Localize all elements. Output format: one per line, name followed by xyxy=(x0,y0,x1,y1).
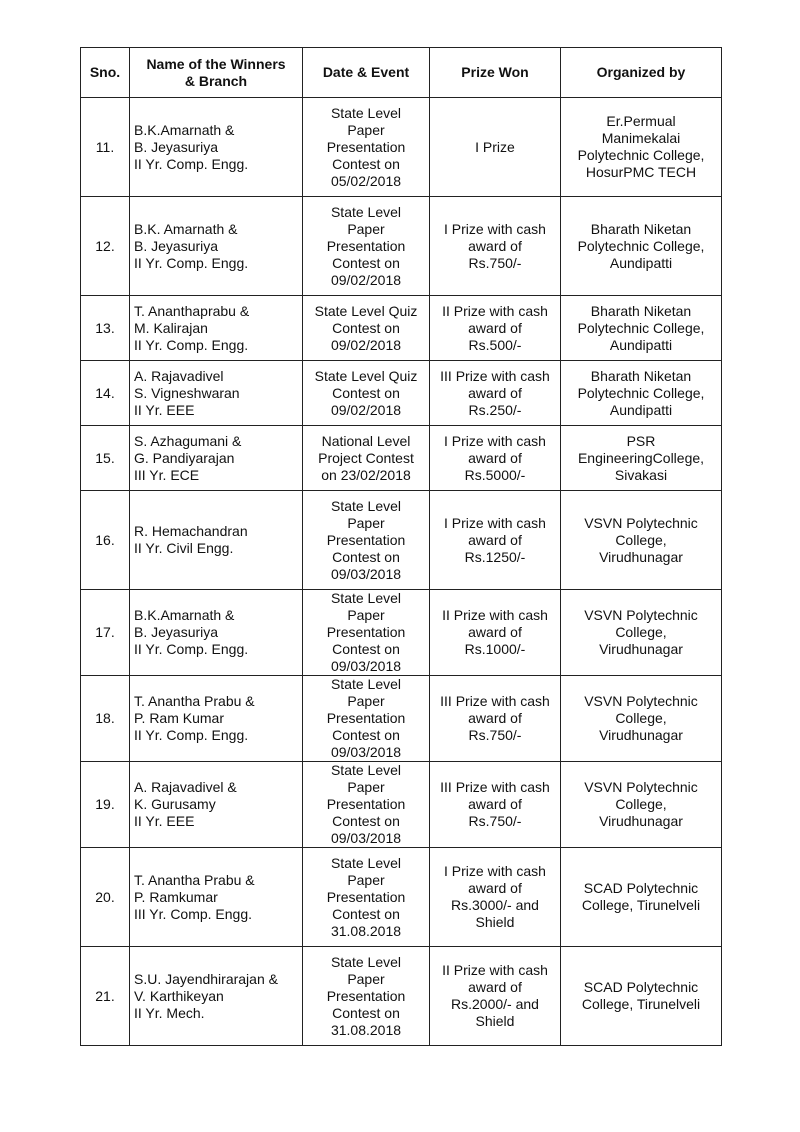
cell-sno: 18. xyxy=(81,676,130,762)
table-row xyxy=(81,98,722,197)
cell-event: State Level Quiz Contest on 09/02/2018 xyxy=(303,296,430,361)
cell-event: State Level Quiz Contest on 09/02/2018 xyxy=(303,361,430,426)
cell-prize: I Prize with cash award of Rs.750/- xyxy=(430,197,561,296)
cell-name: B.K. Amarnath & B. Jeyasuriya II Yr. Comp. Engg. xyxy=(130,197,303,296)
cell-sno: 15. xyxy=(81,426,130,491)
table-row xyxy=(81,296,722,361)
header-sno: Sno. xyxy=(81,48,130,98)
table-row xyxy=(81,491,722,590)
header-name: Name of the Winners & Branch xyxy=(130,48,303,98)
cell-prize: II Prize with cash award of Rs.500/- xyxy=(430,296,561,361)
cell-prize: III Prize with cash award of Rs.750/- xyxy=(430,762,561,848)
cell-sno: 21. xyxy=(81,947,130,1046)
cell-sno: 16. xyxy=(81,491,130,590)
cell-name: S.U. Jayendhirarajan & V. Karthikeyan II Yr. Mech. xyxy=(130,947,303,1046)
cell-name: R. Hemachandran II Yr. Civil Engg. xyxy=(130,491,303,590)
table-header-row xyxy=(81,48,722,98)
cell-event: State Level Paper Presentation Contest on 09/03/2018 xyxy=(303,676,430,762)
cell-sno: 20. xyxy=(81,848,130,947)
cell-org: Bharath Niketan Polytechnic College, Aundipatti xyxy=(561,296,722,361)
header-org: Organized by xyxy=(561,48,722,98)
cell-prize: I Prize xyxy=(430,98,561,197)
table-row xyxy=(81,197,722,296)
cell-name: A. Rajavadivel & K. Gurusamy II Yr. EEE xyxy=(130,762,303,848)
cell-prize: I Prize with cash award of Rs.5000/- xyxy=(430,426,561,491)
cell-event: State Level Paper Presentation Contest on 09/03/2018 xyxy=(303,491,430,590)
table-row xyxy=(81,590,722,676)
cell-prize: II Prize with cash award of Rs.1000/- xyxy=(430,590,561,676)
table-body xyxy=(81,98,722,1046)
cell-sno: 11. xyxy=(81,98,130,197)
cell-sno: 19. xyxy=(81,762,130,848)
cell-event: State Level Paper Presentation Contest on 09/02/2018 xyxy=(303,197,430,296)
cell-name: S. Azhagumani & G. Pandiyarajan III Yr. ECE xyxy=(130,426,303,491)
cell-org: VSVN Polytechnic College, Virudhunagar xyxy=(561,676,722,762)
winners-table xyxy=(80,47,722,1046)
header-event: Date & Event xyxy=(303,48,430,98)
cell-event: State Level Paper Presentation Contest on 05/02/2018 xyxy=(303,98,430,197)
cell-event: National Level Project Contest on 23/02/2018 xyxy=(303,426,430,491)
cell-name: T. Anantha Prabu & P. Ramkumar III Yr. Comp. Engg. xyxy=(130,848,303,947)
table-row xyxy=(81,676,722,762)
cell-org: SCAD Polytechnic College, Tirunelveli xyxy=(561,848,722,947)
cell-event: State Level Paper Presentation Contest on 31.08.2018 xyxy=(303,848,430,947)
cell-org: PSR EngineeringCollege, Sivakasi xyxy=(561,426,722,491)
table-row xyxy=(81,361,722,426)
cell-sno: 13. xyxy=(81,296,130,361)
cell-sno: 12. xyxy=(81,197,130,296)
cell-name: A. Rajavadivel S. Vigneshwaran II Yr. EEE xyxy=(130,361,303,426)
header-prize: Prize Won xyxy=(430,48,561,98)
table-row xyxy=(81,426,722,491)
cell-event: State Level Paper Presentation Contest on 31.08.2018 xyxy=(303,947,430,1046)
cell-sno: 14. xyxy=(81,361,130,426)
cell-org: Bharath Niketan Polytechnic College, Aundipatti xyxy=(561,361,722,426)
table-row xyxy=(81,848,722,947)
cell-prize: III Prize with cash award of Rs.750/- xyxy=(430,676,561,762)
table-row xyxy=(81,762,722,848)
cell-event: State Level Paper Presentation Contest on 09/03/2018 xyxy=(303,590,430,676)
cell-org: Bharath Niketan Polytechnic College, Aundipatti xyxy=(561,197,722,296)
cell-sno: 17. xyxy=(81,590,130,676)
cell-org: VSVN Polytechnic College, Virudhunagar xyxy=(561,762,722,848)
cell-name: B.K.Amarnath & B. Jeyasuriya II Yr. Comp. Engg. xyxy=(130,590,303,676)
cell-name: T. Anantha Prabu & P. Ram Kumar II Yr. Comp. Engg. xyxy=(130,676,303,762)
cell-name: B.K.Amarnath & B. Jeyasuriya II Yr. Comp. Engg. xyxy=(130,98,303,197)
cell-prize: I Prize with cash award of Rs.3000/- and Shield xyxy=(430,848,561,947)
cell-prize: III Prize with cash award of Rs.250/- xyxy=(430,361,561,426)
cell-prize: II Prize with cash award of Rs.2000/- and Shield xyxy=(430,947,561,1046)
cell-org: VSVN Polytechnic College, Virudhunagar xyxy=(561,590,722,676)
cell-org: SCAD Polytechnic College, Tirunelveli xyxy=(561,947,722,1046)
table-row xyxy=(81,947,722,1046)
cell-prize: I Prize with cash award of Rs.1250/- xyxy=(430,491,561,590)
cell-event: State Level Paper Presentation Contest on 09/03/2018 xyxy=(303,762,430,848)
cell-org: VSVN Polytechnic College, Virudhunagar xyxy=(561,491,722,590)
cell-org: Er.Permual Manimekalai Polytechnic College, HosurPMC TECH xyxy=(561,98,722,197)
cell-name: T. Ananthaprabu & M. Kalirajan II Yr. Comp. Engg. xyxy=(130,296,303,361)
